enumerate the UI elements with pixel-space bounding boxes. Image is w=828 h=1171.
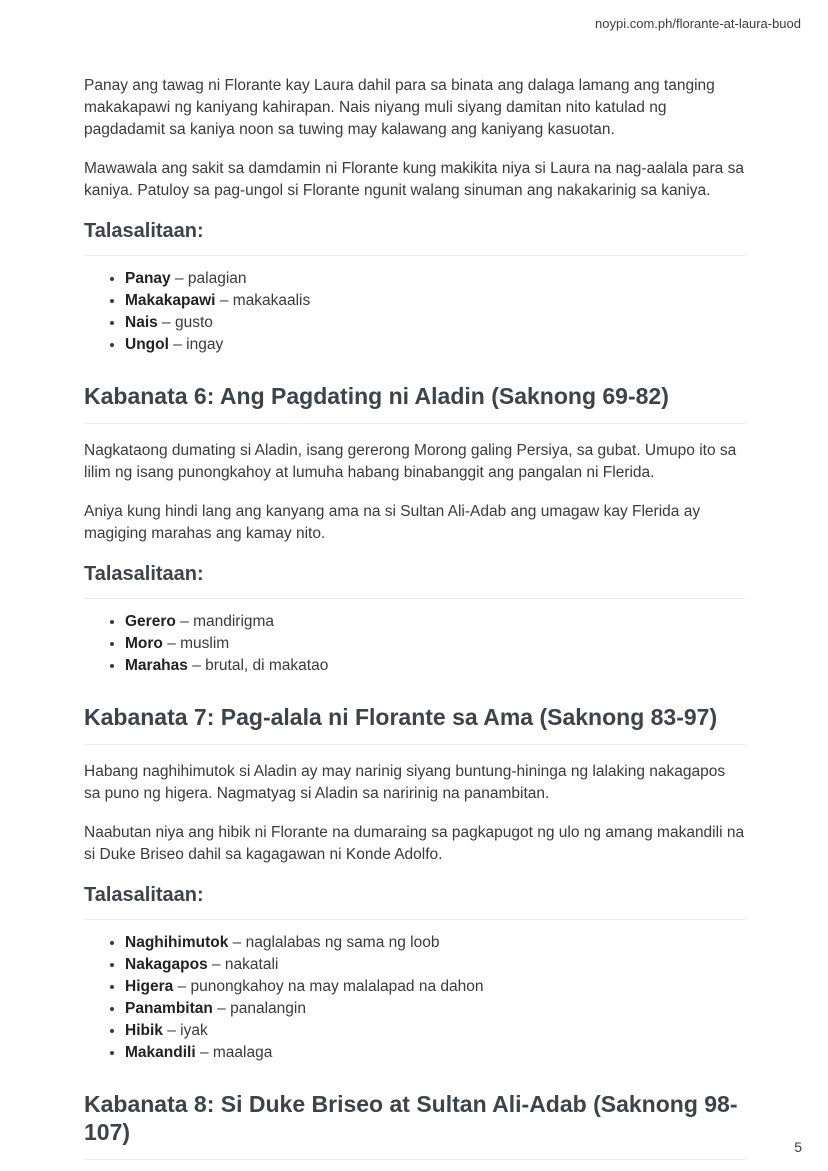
- paragraph: Naabutan niya ang hibik ni Florante na dumaraing sa pagkapugot ng ulo ng amang makandili na si Duke Briseo dahil sa kagagawan ni Konde Adolfo.: [84, 824, 745, 863]
- vocab-definition: – makakaalis: [215, 292, 311, 309]
- vocab-item: [125, 611, 745, 633]
- section-kabanata-5-continuation: [84, 75, 745, 356]
- section-kabanata-8: [84, 1090, 745, 1160]
- vocab-term: Moro: [125, 635, 163, 652]
- vocab-definition: – nakatali: [207, 956, 279, 973]
- section-title: Kabanata 6: Ang Pagdating ni Aladin (Saknong 69-82): [84, 382, 745, 424]
- vocab-term: Marahas: [125, 657, 188, 674]
- vocab-term: Makandili: [125, 1044, 196, 1061]
- vocab-item: [125, 633, 745, 655]
- section-kabanata-6: [84, 382, 745, 677]
- vocab-definition: – mandirigma: [175, 613, 275, 630]
- vocab-heading: Talasalitaan:: [84, 562, 745, 599]
- vocab-definition: – ingay: [168, 336, 224, 353]
- section-kabanata-7: [84, 703, 745, 1064]
- paragraph: Panay ang tawag ni Florante kay Laura dahil para sa binata ang dalaga lamang ang tanging makakapawi ng kaniyang kahirapan. Nais niyang muli siyang damitan nito katulad ng pagdadamit sa kaniya noon sa tuwing may kalawang ang kaniyang kasuotan.: [84, 77, 715, 138]
- vocab-term: Hibik: [125, 1022, 163, 1039]
- paragraph: Mawawala ang sakit sa damdamin ni Florante kung makikita niya si Laura na nag-aalala para sa kaniya. Patuloy sa pag-ungol si Florante ngunit walang sinuman ang nakakarinig sa kaniya.: [84, 160, 744, 199]
- vocab-definition: – iyak: [162, 1022, 208, 1039]
- vocab-term: Higera: [125, 978, 174, 995]
- vocab-item: [125, 954, 745, 976]
- vocab-item: [125, 290, 745, 312]
- vocab-term: Nais: [125, 314, 158, 331]
- vocab-definition: – panalangin: [212, 1000, 306, 1017]
- vocab-list: [84, 932, 745, 1064]
- vocab-item: [125, 1020, 745, 1042]
- section-title: Kabanata 7: Pag-alala ni Florante sa Ama (Saknong 83-97): [84, 703, 745, 745]
- vocab-item: [125, 334, 745, 356]
- vocab-item: [125, 268, 745, 290]
- vocab-term: Makakapawi: [125, 292, 216, 309]
- section-title: Kabanata 8: Si Duke Briseo at Sultan Ali-Adab (Saknong 98-107): [84, 1090, 745, 1160]
- vocab-definition: – muslim: [162, 635, 230, 652]
- vocab-list: [84, 611, 745, 677]
- vocab-term: Nakagapos: [125, 956, 208, 973]
- vocab-heading: Talasalitaan:: [84, 883, 745, 920]
- document-content: [0, 75, 828, 1160]
- vocab-item: [125, 655, 745, 677]
- vocab-definition: – brutal, di makatao: [187, 657, 329, 674]
- header-url: noypi.com.ph/florante-at-laura-buod: [595, 16, 801, 31]
- paragraph: Nagkataong dumating si Aladin, isang gererong Morong galing Persiya, sa gubat. Umupo ito sa lilim ng isang punongkahoy at lumuha habang binabanggit ang pangalan ni Flerida.: [84, 442, 737, 481]
- vocab-heading: Talasalitaan:: [84, 219, 745, 256]
- vocab-definition: – gusto: [157, 314, 213, 331]
- vocab-definition: – naglalabas ng sama ng loob: [228, 934, 440, 951]
- vocab-item: [125, 998, 745, 1020]
- vocab-term: Gerero: [125, 613, 176, 630]
- page-number: 5: [794, 1139, 802, 1155]
- vocab-definition: – palagian: [170, 270, 247, 287]
- vocab-term: Naghihimutok: [125, 934, 229, 951]
- paragraph: Habang naghihimutok si Aladin ay may narinig siyang buntung-hininga ng lalaking nakagapos sa puno ng higera. Nagmatyag si Aladin sa naririnig na panambitan.: [84, 763, 726, 802]
- vocab-term: Panambitan: [125, 1000, 213, 1017]
- vocab-list: [84, 268, 745, 356]
- vocab-definition: – maalaga: [195, 1044, 273, 1061]
- vocab-term: Ungol: [125, 336, 169, 353]
- vocab-definition: – punongkahoy na may malalapad na dahon: [173, 978, 484, 995]
- vocab-item: [125, 976, 745, 998]
- paragraph: Aniya kung hindi lang ang kanyang ama na si Sultan Ali-Adab ang umagaw kay Flerida ay magiging marahas ang kamay nito.: [84, 503, 701, 542]
- vocab-term: Panay: [125, 270, 171, 287]
- vocab-item: [125, 312, 745, 334]
- vocab-item: [125, 932, 745, 954]
- vocab-item: [125, 1042, 745, 1064]
